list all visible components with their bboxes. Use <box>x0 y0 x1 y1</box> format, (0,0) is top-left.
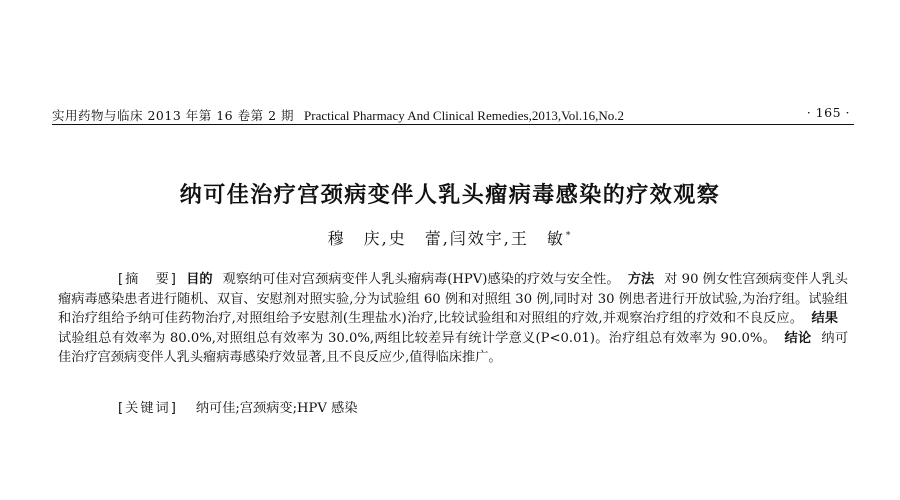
journal-name-cn: 实用药物与临床 2013 年第 16 卷第 2 期 <box>52 108 295 123</box>
methods-label: 方法 <box>627 272 655 287</box>
journal-name-en: Practical Pharmacy And Clinical Remedies,2013,Vol.16,No.2 <box>304 108 625 123</box>
keywords-tag: [关键词] <box>118 401 178 416</box>
author-names: 穆 庆,史 蕾,闫效宇,王 敏 <box>327 229 565 248</box>
keywords <box>118 397 358 416</box>
abstract <box>58 270 848 368</box>
objective-label: 目的 <box>186 272 213 287</box>
objective-text: 观察纳可佳对宫颈病变伴人乳头瘤病毒(HPV)感染的疗效与安全性。 <box>222 272 620 287</box>
author-line <box>0 226 900 249</box>
results-text: 试验组总有效率为 80.0%,对照组总有效率为 30.0%,两组比较差异有统计学意义(P<0.01)。治疗组总有效率为 90.0%。 <box>58 330 777 346</box>
abstract-paragraph <box>58 270 848 368</box>
page-number: · 165 · <box>806 105 850 120</box>
conclusion-label: 结论 <box>784 330 812 346</box>
running-header <box>52 104 854 125</box>
keywords-values: 纳可佳;宫颈病变;HPV 感染 <box>195 401 358 416</box>
results-label: 结果 <box>811 311 838 327</box>
paper-title: 纳可佳治疗宫颈病变伴人乳头瘤病毒感染的疗效观察 <box>179 183 721 208</box>
journal-citation <box>52 106 624 124</box>
methods-text: 对 90 例女性宫颈病变伴人乳头瘤病毒感染患者进行随机、双盲、安慰剂对照实验,分为试验组 60 例和对照组 30 例,同时对 30 例患者进行开放试验,为治疗组。试验组和治疗组给予纳可佳药物治疗,对照组给予安慰剂(生理盐水)治疗,比较试验组和对照组的疗效,并观察治疗组的疗效和不良反应。 <box>58 272 848 327</box>
abstract-tag: [摘 要] <box>118 272 178 287</box>
corresponding-author-mark: * <box>565 230 573 241</box>
conclusion-text: 纳可佳治疗宫颈病变伴人乳头瘤病毒感染疗效显著,且不良反应少,值得临床推广。 <box>58 330 849 366</box>
